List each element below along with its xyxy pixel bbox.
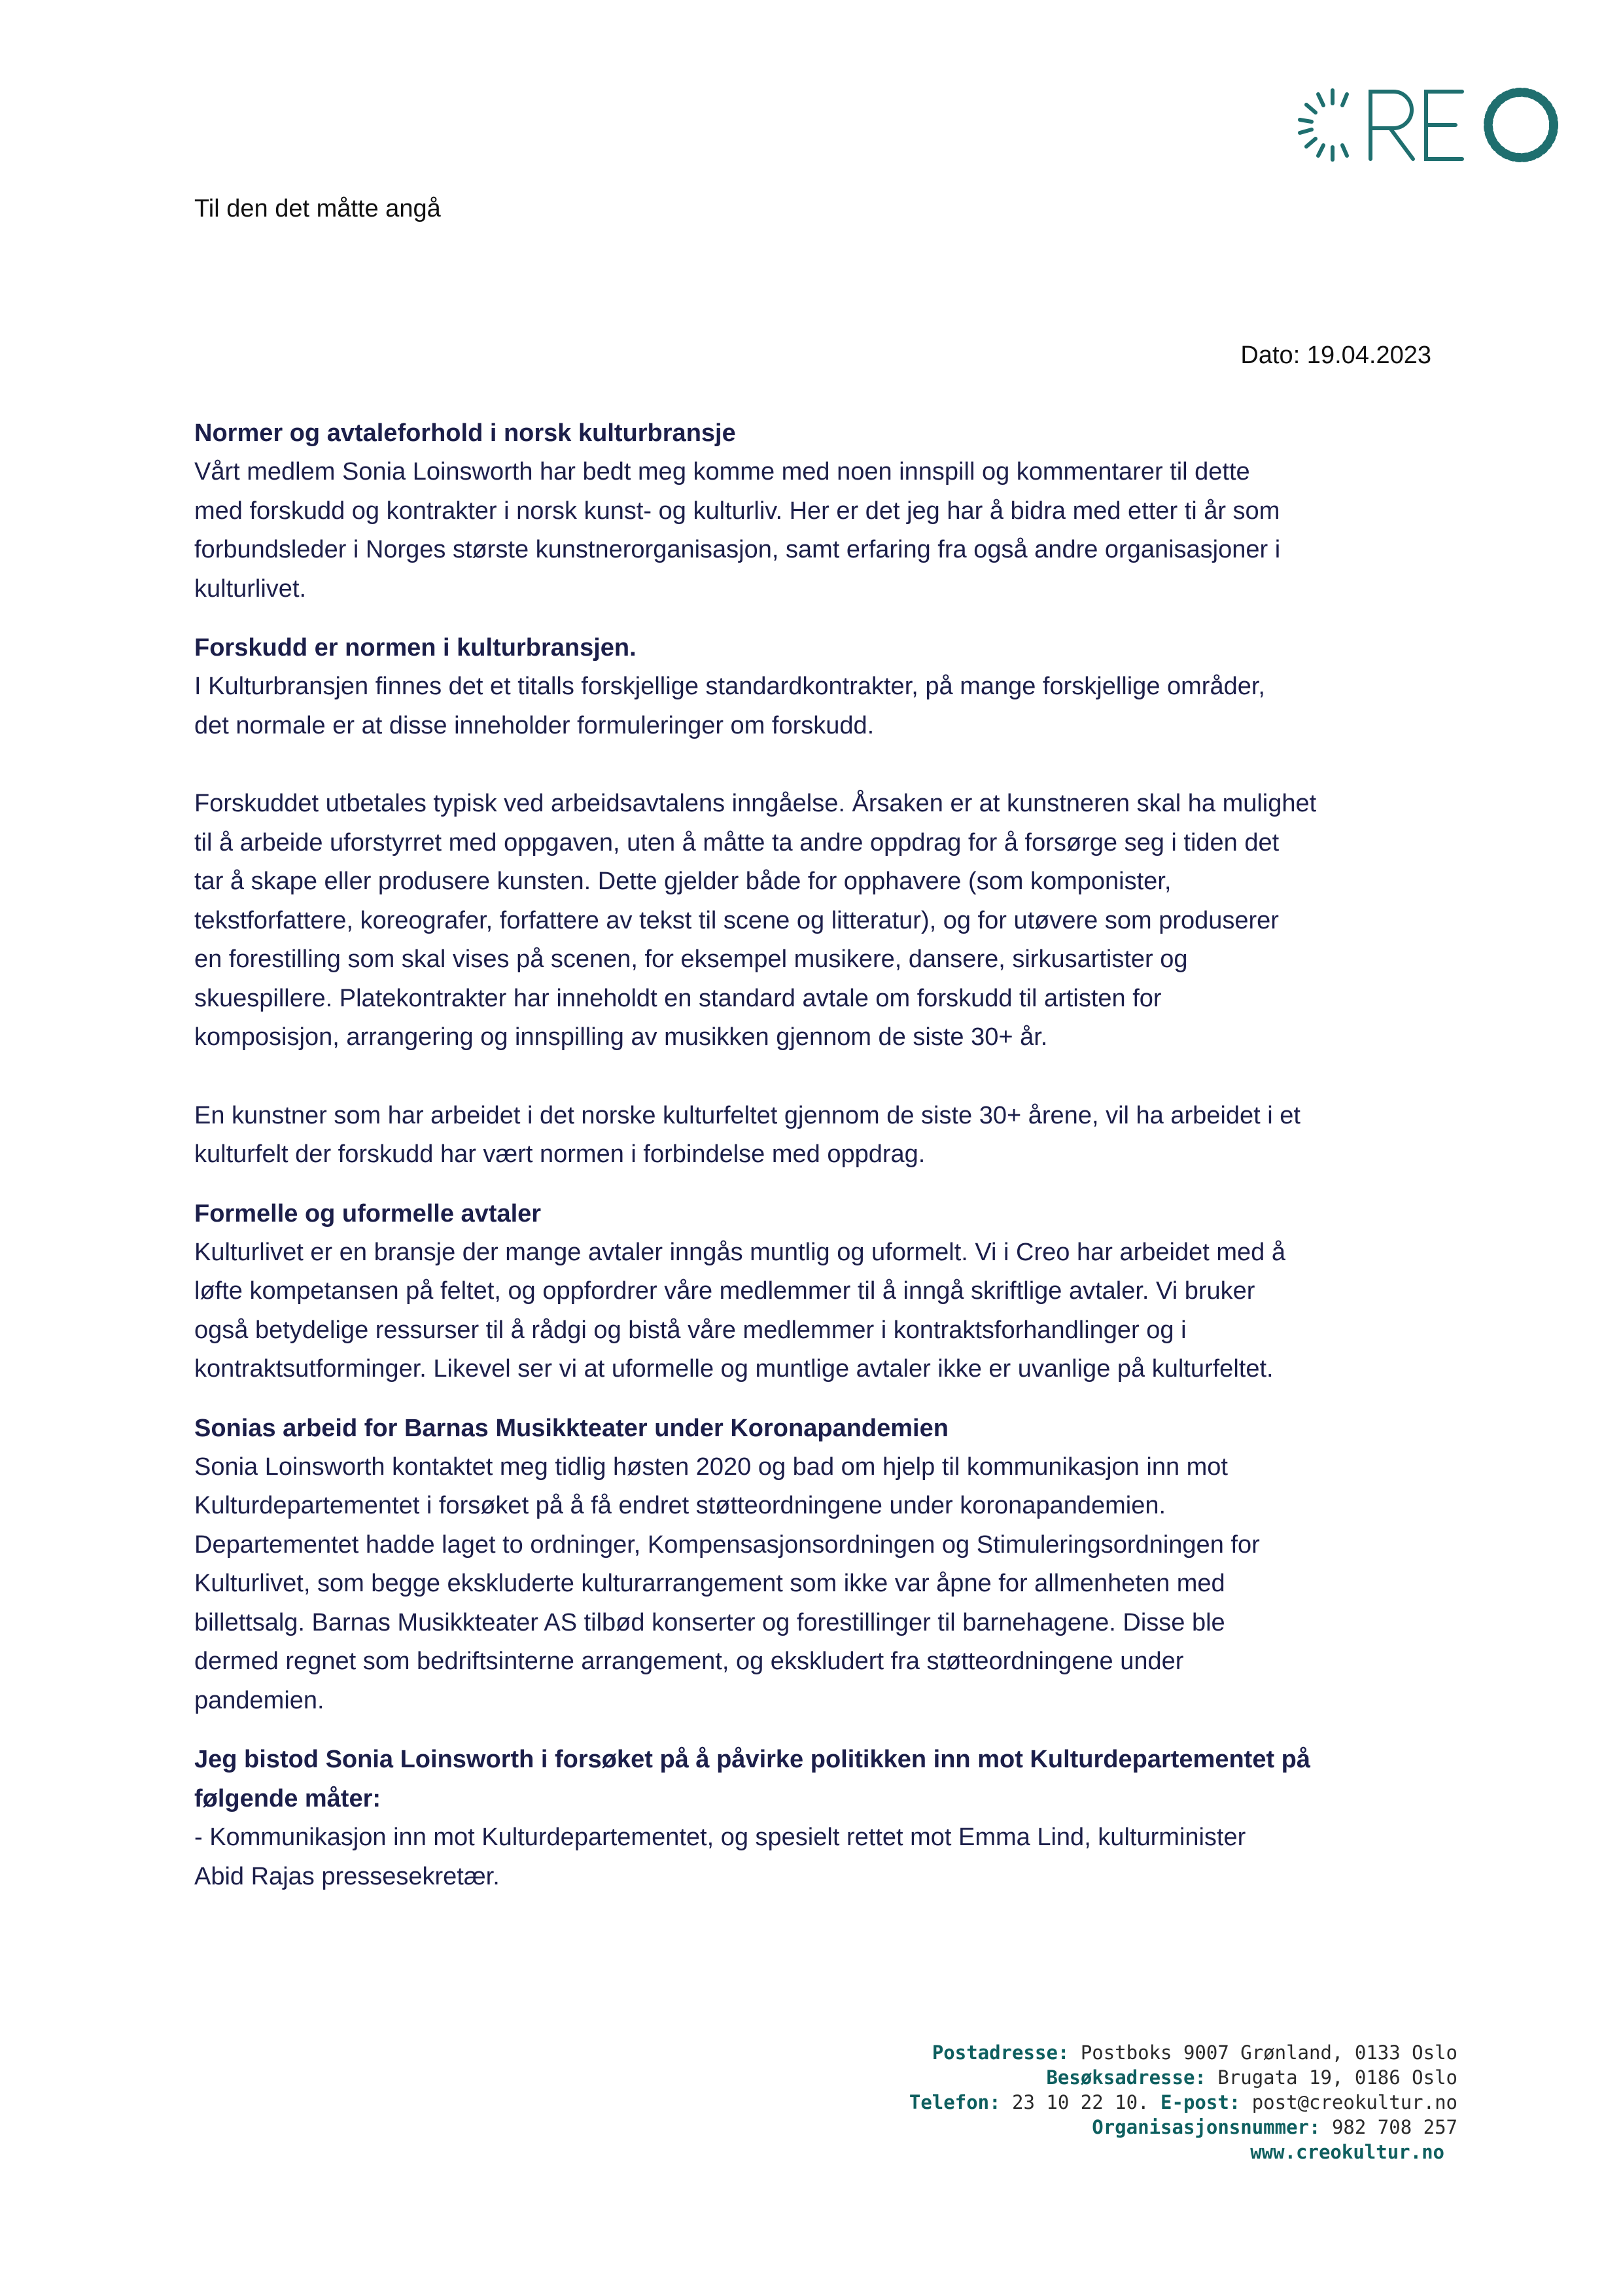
logo-e-shape	[1426, 92, 1462, 159]
section-heading: Forskudd er normen i kulturbransjen.	[194, 634, 637, 662]
section-heading: Formelle og uformelle avtaler	[194, 1199, 542, 1227]
letter-body	[194, 414, 1437, 1896]
section-paragraph: Forskuddet utbetales typisk ved arbeidsavtalens inngåelse. Årsaken er at kunstneren skal ha mulighet til å arbeide uforstyrret med oppgaven, uten å måtte ta andre oppdrag for å forsørge seg i tiden det tar å skape eller produsere kunsten. Dette gjelder både for opphavere (som komponister, tekstforfattere, koreografer, forfattere av tekst til scene og litteratur), og for utøvere som produserer en forestilling som skal vises på scenen, for eksempel musikere, dansere, sirkusartister og skuespillere. Platekontrakter har inneholdt en standard avtale om forskudd til artisten for komposisjon, arrangering og innspilling av musikken gjennom de siste 30+ år.	[194, 790, 1317, 1051]
section-paragraph: Vårt medlem Sonia Loinsworth har bedt meg komme med noen innspill og kommentarer til dette med forskudd og kontrakter i norsk kunst- og kulturliv. Her er det jeg har å bidra med etter ti år som forbundsleder i Norges største kunstnerorganisasjon, samt erfaring fra også andre organisasjoner i kulturlivet.	[194, 458, 1281, 603]
section-paragraph: Sonia Loinsworth kontaktet meg tidlig høsten 2020 og bad om hjelp til kommunikasjon inn mot Kulturdepartementet i forsøket på å få endret støtteordningene under koronapandemien. Departementet hadde laget to ordninger, Kompensasjonsordningen og Stimuleringsordningen for Kulturlivet, som begge ekskluderte kulturarrangement som ikke var åpne for allmenheten med billettsalg. Barnas Musikkteater AS tilbød konserter og forestillinger til barnehagene. Disse ble dermed regnet som bedriftsinterne arrangement, og ekskludert fra støtteordningene under pandemien.	[194, 1453, 1260, 1714]
creo-logo	[1292, 84, 1567, 166]
logo-r-shape	[1370, 92, 1413, 159]
section-heading: Sonias arbeid for Barnas Musikkteater under Koronapandemien	[194, 1414, 949, 1442]
letter-footer	[909, 2040, 1457, 2164]
logo-o-shape	[1488, 92, 1554, 158]
footer-website-link[interactable]: www.creokultur.no	[1250, 2141, 1444, 2163]
footer-email-link[interactable]: post@creokultur.no	[1251, 2091, 1457, 2113]
footer-postal-address: Postadresse: Postboks 9007 Grønland, 0133 Oslo	[932, 2041, 1457, 2064]
letter-date: Dato: 19.04.2023	[1240, 342, 1431, 369]
footer-org-number: Organisasjonsnummer: 982 708 257	[1092, 2116, 1457, 2138]
footer-contact: Telefon: 23 10 22 10. E-post: post@creokultur.no	[909, 2091, 1457, 2113]
section-paragraph: Kulturlivet er en bransje der mange avtaler inngås muntlig og uformelt. Vi i Creo har arbeidet med å løfte kompetansen på feltet, og oppfordrer våre medlemmer til å inngå skriftlige avtaler. Vi bruker også betydelige ressurser til å rådgi og bistå våre medlemmer i kontraktsforhandlinger og i kontraktsutforminger. Likevel ser vi at uformelle og muntlige avtaler ikke er uvanlige på kulturfeltet.	[194, 1238, 1285, 1383]
section-paragraph: I Kulturbransjen finnes det et titalls forskjellige standardkontrakter, på mange forskjellige områder, det normale er at disse inneholder formuleringer om forskudd.	[194, 673, 1265, 739]
logo-c-shape	[1300, 90, 1347, 160]
section-paragraph: En kunstner som har arbeidet i det norske kulturfeltet gjennom de siste 30+ årene, vil ha arbeidet i et kulturfelt der forskudd har vært normen i forbindelse med oppdrag.	[194, 1101, 1300, 1168]
section-heading: Jeg bistod Sonia Loinsworth i forsøket på å påvirke politikken inn mot Kulturdepartementet på følgende måter:	[194, 1746, 1311, 1812]
section-heading: Normer og avtaleforhold i norsk kulturbransje	[194, 419, 736, 447]
section-paragraph: - Kommunikasjon inn mot Kulturdepartementet, og spesielt rettet mot Emma Lind, kulturminister Abid Rajas pressesekretær.	[194, 1824, 1246, 1890]
footer-visit-address: Besøksadresse: Brugata 19, 0186 Oslo	[1046, 2066, 1457, 2089]
logo-graphic	[1292, 84, 1567, 166]
salutation: Til den det måtte angå	[194, 195, 441, 222]
